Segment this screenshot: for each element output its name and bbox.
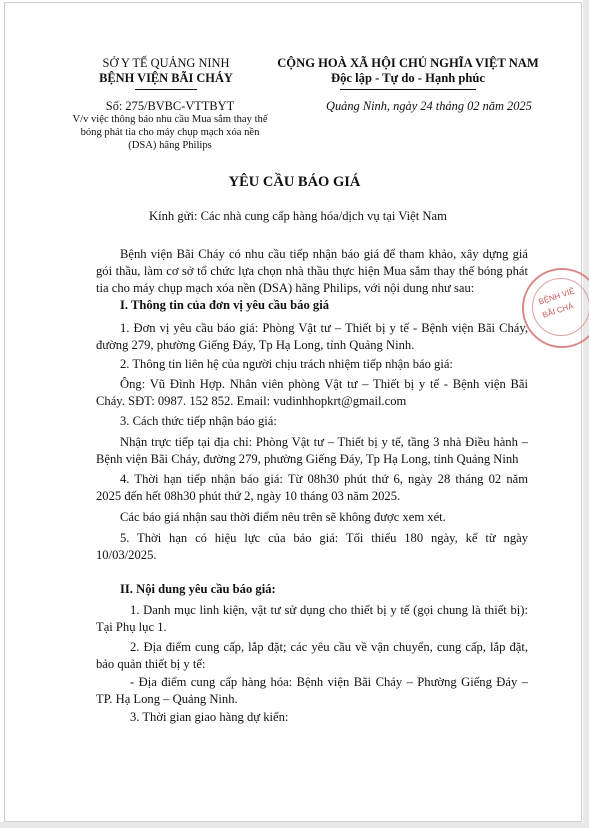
stamp-text-2: BÃI CHÁ bbox=[541, 301, 575, 320]
document-number: Số: 275/BVBC-VTTBYT bbox=[105, 99, 235, 113]
document-title: YÊU CẦU BÁO GIÁ bbox=[228, 174, 361, 190]
recipient: Kính gửi: Các nhà cung cấp hàng hóa/dịch vụ tại Việt Nam bbox=[149, 209, 447, 223]
s1-address-line1: Nhận trực tiếp tại địa chỉ: Phòng Vật tư – Thiết bị y tế, tầng 3 nhà Điều hành – bbox=[120, 435, 528, 449]
s2-item2-line1: 2. Địa điểm cung cấp, lắp đặt; các yêu cầu về vận chuyển, cung cấp, lắp đặt, bbox=[130, 640, 528, 654]
s2-item1-line2: Tại Phụ lục 1. bbox=[96, 620, 167, 634]
hospital-name: BỆNH VIỆN BÃI CHÁY bbox=[99, 71, 233, 85]
nation-title: CỘNG HOÀ XÃ HỘI CHỦ NGHĨA VIỆT NAM bbox=[277, 56, 539, 70]
s1-address-line2: Bệnh viện Bãi Cháy, đường 279, phường Giếng Đáy, Tp Hạ Long, tỉnh Quảng Ninh bbox=[96, 452, 519, 466]
s2-item1-line1: 1. Danh mục linh kiện, vật tư sử dụng cho thiết bị y tế (gọi chung là thiết bị): bbox=[130, 603, 528, 617]
intro-line-3: tia cho máy chụp mạch xóa nền (DSA) hãng Philips, với nội dung như sau: bbox=[96, 281, 475, 295]
section-2-heading: II. Nội dung yêu cầu báo giá: bbox=[120, 582, 276, 596]
s1-note: Các báo giá nhận sau thời điểm nêu trên sẽ không được xem xét. bbox=[120, 510, 446, 524]
s1-contact-line2: Cháy. SĐT: 0987. 152 852. Email: vudinhhopkrt@gmail.com bbox=[96, 394, 407, 408]
subject-line-1: V/v việc thông báo nhu cầu Mua sắm thay thế bbox=[72, 114, 268, 125]
s1-contact-line1: Ông: Vũ Đình Hợp. Nhân viên phòng Vật tư – Thiết bị y tế - Bệnh viện Bãi bbox=[120, 377, 528, 391]
s2-item2-line2: bảo quản thiết bị y tế: bbox=[96, 657, 206, 671]
intro-line-2: gói thầu, làm cơ sở tổ chức lựa chọn nhà thầu thực hiện Mua sắm thay thế bóng phát bbox=[96, 264, 528, 278]
s2-delivery-line2: TP. Hạ Long – Quảng Ninh. bbox=[96, 692, 238, 706]
stamp-text-1: BỆNH VIỆ bbox=[537, 286, 576, 307]
s1-item4-line2: 2025 đến hết 08h30 phút thứ 2, ngày 10 tháng 03 năm 2025. bbox=[96, 489, 401, 503]
s1-item4-line1: 4. Thời hạn tiếp nhận báo giá: Từ 08h30 phút thứ 6, ngày 28 tháng 02 năm bbox=[120, 472, 528, 486]
s1-item3: 3. Cách thức tiếp nhận báo giá: bbox=[120, 414, 277, 428]
hospital-underline bbox=[135, 89, 197, 90]
s1-item1-line1: 1. Đơn vị yêu cầu báo giá: Phòng Vật tư – Thiết bị y tế - Bệnh viện Bãi Cháy, bbox=[120, 321, 528, 335]
subject-line-2: bóng phát tia cho máy chụp mạch xóa nền bbox=[80, 127, 260, 138]
page-shadow-right bbox=[583, 0, 589, 828]
agency-name: SỞ Y TẾ QUẢNG NINH bbox=[102, 56, 230, 70]
s1-item5-line2: 10/03/2025. bbox=[96, 548, 157, 562]
s1-item1-line2: đường 279, phường Giếng Đáy, Tp Hạ Long, tỉnh Quảng Ninh. bbox=[96, 338, 415, 352]
intro-line-1: Bệnh viện Bãi Cháy có nhu cầu tiếp nhận báo giá để tham khảo, xây dựng giá bbox=[120, 247, 528, 261]
s1-item2: 2. Thông tin liên hệ của người chịu trách nhiệm tiếp nhận báo giá: bbox=[120, 357, 453, 371]
section-1-heading: I. Thông tin của đơn vị yêu cầu báo giá bbox=[120, 298, 329, 312]
subject-line-3: (DSA) hãng Philips bbox=[128, 140, 212, 151]
place-date: Quảng Ninh, ngày 24 tháng 02 năm 2025 bbox=[326, 99, 532, 113]
motto: Độc lập - Tự do - Hạnh phúc bbox=[331, 71, 485, 85]
page-shadow-bottom bbox=[0, 822, 589, 828]
s1-item5-line1: 5. Thời hạn có hiệu lực của báo giá: Tối thiểu 180 ngày, kể từ ngày bbox=[120, 531, 528, 545]
motto-underline bbox=[340, 89, 476, 90]
s2-item3: 3. Thời gian giao hàng dự kiến: bbox=[130, 710, 289, 724]
s2-delivery-line1: - Địa điểm cung cấp hàng hóa: Bệnh viện Bãi Cháy – Phường Giếng Đáy – bbox=[130, 675, 528, 689]
